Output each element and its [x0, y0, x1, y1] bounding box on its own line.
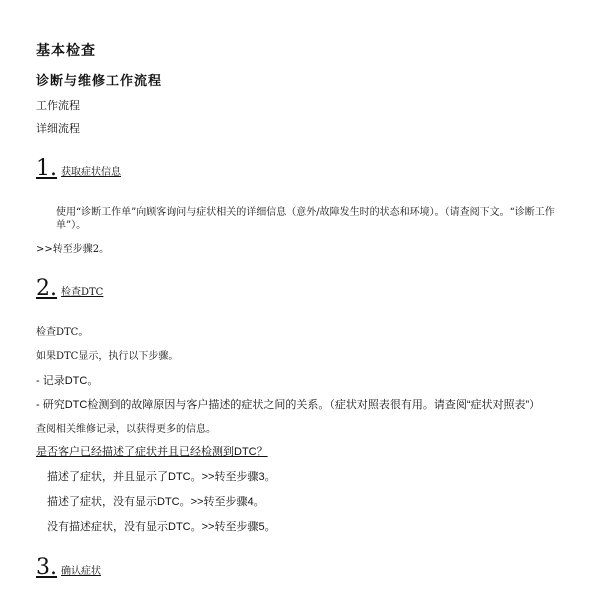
step-2-question: 是否客户已经描述了症状并且已经检测到DTC？ — [36, 446, 268, 458]
step-3-number: 3. — [36, 555, 57, 580]
step-1-heading — [36, 156, 121, 181]
step-1-title[interactable]: 获取症状信息 — [61, 167, 121, 178]
step-3-title[interactable]: 确认症状 — [61, 566, 101, 577]
step-1-body: 使用“诊断工作单”向顾客询问与症状相关的详细信息（意外/故障发生时的状态和环境）。（请查阅下文。“诊断工作单”）。 — [56, 207, 555, 231]
step-2-line-3: 查阅相关维修记录，以获得更多的信息。 — [36, 424, 216, 435]
page-title: 基本检查 — [36, 43, 96, 59]
step-2-option-1[interactable]: 描述了症状，并且显示了DTC。>>转至步骤3。 — [47, 471, 276, 483]
detail-workflow-link[interactable]: 详细流程 — [36, 122, 80, 135]
step-2-heading — [36, 276, 103, 301]
step-2-number: 2. — [36, 276, 57, 301]
step-1-number: 1. — [36, 156, 57, 181]
step-2-line-1: 检查DTC。 — [36, 327, 89, 338]
step-3-heading — [36, 555, 101, 580]
step-2-bullet-2: - 研究DTC检测到的故障原因与客户描述的症状之间的关系。（症状对照表很有用。请查阅“症状对照表”） — [36, 399, 541, 411]
step-2-bullet-1: - 记录DTC。 — [36, 375, 99, 387]
section-title: 诊断与维修工作流程 — [36, 74, 163, 89]
step-1-goto[interactable]: >>转至步骤2。 — [36, 244, 110, 255]
step-2-title[interactable]: 检查DTC — [61, 287, 104, 298]
step-2-line-2: 如果DTC显示，执行以下步骤。 — [36, 351, 179, 362]
workflow-link[interactable]: 工作流程 — [36, 99, 80, 112]
step-2-option-3[interactable]: 没有描述症状，没有显示DTC。>>转至步骤5。 — [47, 521, 276, 533]
step-2-option-2[interactable]: 描述了症状，没有显示DTC。>>转至步骤4。 — [47, 496, 265, 508]
